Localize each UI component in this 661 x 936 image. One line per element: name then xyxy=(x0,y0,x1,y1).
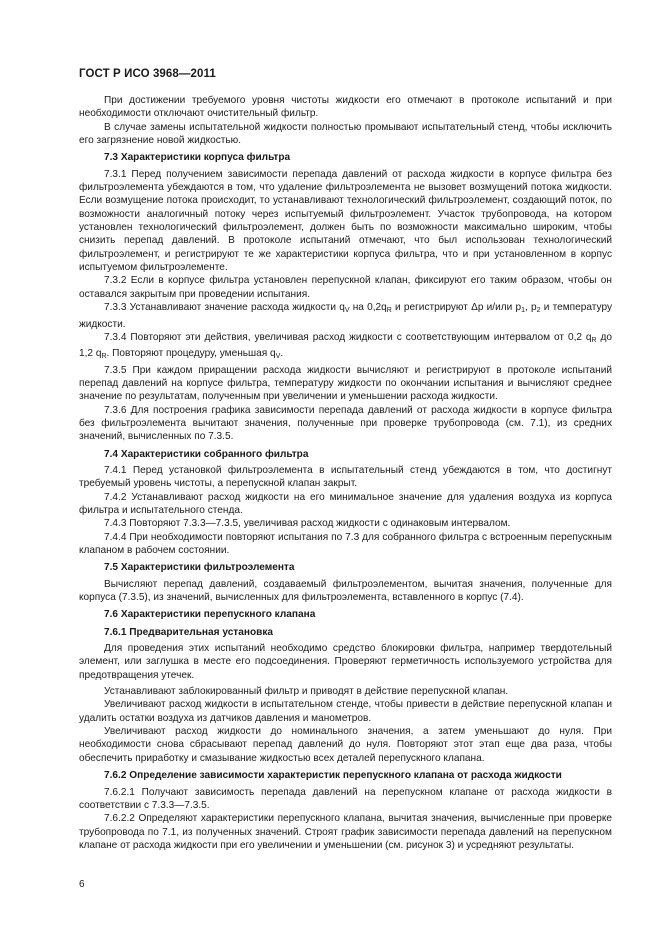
paragraph: 7.3.5 При каждом приращении расхода жидкости вычисляют и регистрируют в протоколе испытаний перепад давлений на корпусе фильтра, температуру жидкости по окончании испытания и вычисляют среднее значение по результатам, полученным при увеличении и уменьшении расхода жидкости. xyxy=(79,364,612,403)
paragraph: Увеличивают расход жидкости до номинального значения, а затем уменьшают до нуля. При необходимости снова сбрасывают перепад давлений до нуля. Повторяют этот этап еще два раза, чтобы обеспечить приработку и смазывание жидкостью всех деталей перепускного клапана. xyxy=(79,726,612,764)
section-heading: 7.4 Характеристики собранного фильтра xyxy=(104,448,309,460)
paragraph: При достижении требуемого уровня чистоты жидкости его отмечают в протоколе испытаний и при необходимости отключают очистительный фильтр. xyxy=(79,95,612,120)
section-heading: 7.6.1 Предварительная установка xyxy=(104,626,273,638)
section-heading: 7.5 Характеристики фильтроэлемента xyxy=(104,562,295,574)
paragraph: Вычисляют перепад давлений, создаваемый фильтроэлементом, вычитая значения, полученные для корпуса (7.3.5), из значений, вычисленных для фильтроэлемента, вставленного в корпус (7.4). xyxy=(79,578,612,604)
paragraph: Для проведения этих испытаний необходимо средство блокировки фильтра, например твердотельный элемент, или заглушка в месте его подсоединения. Проверяют герметичность используемого устройства для предотвращения утечек. xyxy=(79,643,612,681)
paragraph: В случае замены испытательной жидкости полностью промывают испытательный стенд, чтобы исключить его загрязнение новой жидкостью. xyxy=(79,121,612,147)
paragraph: 7.6.2.1 Получают зависимость перепада давлений на перепускном клапане от расхода жидкости в соответствии с 7.3.3—7.3.5. xyxy=(79,786,612,811)
page-number: 6 xyxy=(79,879,85,890)
section-heading: 7.6 Характеристики перепускного клапана xyxy=(104,609,316,621)
section-heading: 7.6.2 Определение зависимости характеристик перепускного клапана от расхода жидкости xyxy=(104,770,562,782)
paragraph: 7.6.2.2 Определяют характеристики перепускного клапана, вычитая значения, вычисленные при проверке трубопровода по 7.1, из полученных значений. Строят график зависимости перепада давлений на перепускном клапане от расхода жидкости при его увеличении и уменьшении (см. рисунок 3) и усредняют результаты. xyxy=(79,813,612,851)
paragraph: 7.3.4 Повторяют эти действия, увеличивая расход жидкости с соответствующим интервалом от 0,2 $q_R$ до 1,2 $q_R$. Повторяют процедуру, уменьшая $q_V$. xyxy=(79,331,612,361)
paragraph: 7.3.1 Перед получением зависимости перепада давлений от расхода жидкости в корпусе фильтра без фильтроэлемента убеждаются в том, что удаление фильтроэлемента не вызовет возмущений потока жидкости. Если возмущение потока происходит, то устанавливают технологический фильтроэлемент, создающий поток, по возможности аналогичный потоку через испытуемый фильтроэлемент. Участок трубопровода, на котором установлен технологический фильтроэлемент, должен быть по возможности максимально широким, чтобы снизить перепад давлений. В протоколе испытаний отмечают, что был использован технологический фильтроэлемент, и регистрируют те же характеристики корпуса фильтра, что и при установленном в корпус испытуемом фильтроэлементе. xyxy=(79,168,612,274)
paragraph: Устанавливают заблокированный фильтр и приводят в действие перепускной клапан. xyxy=(104,686,509,698)
paragraph: 7.3.6 Для построения графика зависимости перепада давлений от расхода жидкости в корпусе фильтра без фильтроэлемента вычитают значения, полученные при проверке трубопровода (см. 7.1), из средних значений, вычисленных по 7.3.5. xyxy=(79,404,612,443)
paragraph: 7.4.2 Устанавливают расход жидкости на его минимальное значение для удаления воздуха из корпуса фильтра и испытательного стенда. xyxy=(79,491,612,516)
paragraph: 7.4.1 Перед установкой фильтроэлемента в испытательный стенд убеждаются в том, что достигнут требуемый уровень чистоты, а перепускной клапан закрыт. xyxy=(79,464,612,490)
paragraph: 7.4.4 При необходимости повторяют испытания по 7.3 для собранного фильтра с встроенным перепускным клапаном в рабочем состоянии. xyxy=(79,531,612,556)
document-header: ГОСТ Р ИСО 3968—2011 xyxy=(79,68,216,80)
section-heading: 7.3 Характеристики корпуса фильтра xyxy=(104,152,291,164)
paragraph: 7.3.3 Устанавливают значение расхода жидкости $q_V$ на $0,2q_R$ и регистрируют Δp и/или $p_1$, $p_2$ и температуру жидкости. xyxy=(79,302,612,330)
document-body xyxy=(79,94,612,852)
paragraph: Увеличивают расход жидкости в испытательном стенде, чтобы привести в действие перепускной клапан и удалить остатки воздуха из датчиков давления и манометров. xyxy=(79,699,612,724)
paragraph: 7.3.2 Если в корпусе фильтра установлен перепускной клапан, фиксируют его таким образом, чтобы он оставался закрытым при проведении испытания. xyxy=(79,275,612,300)
paragraph: 7.4.3 Повторяют 7.3.3—7.3.5, увеличивая расход жидкости с одинаковым интервалом. xyxy=(104,518,511,530)
